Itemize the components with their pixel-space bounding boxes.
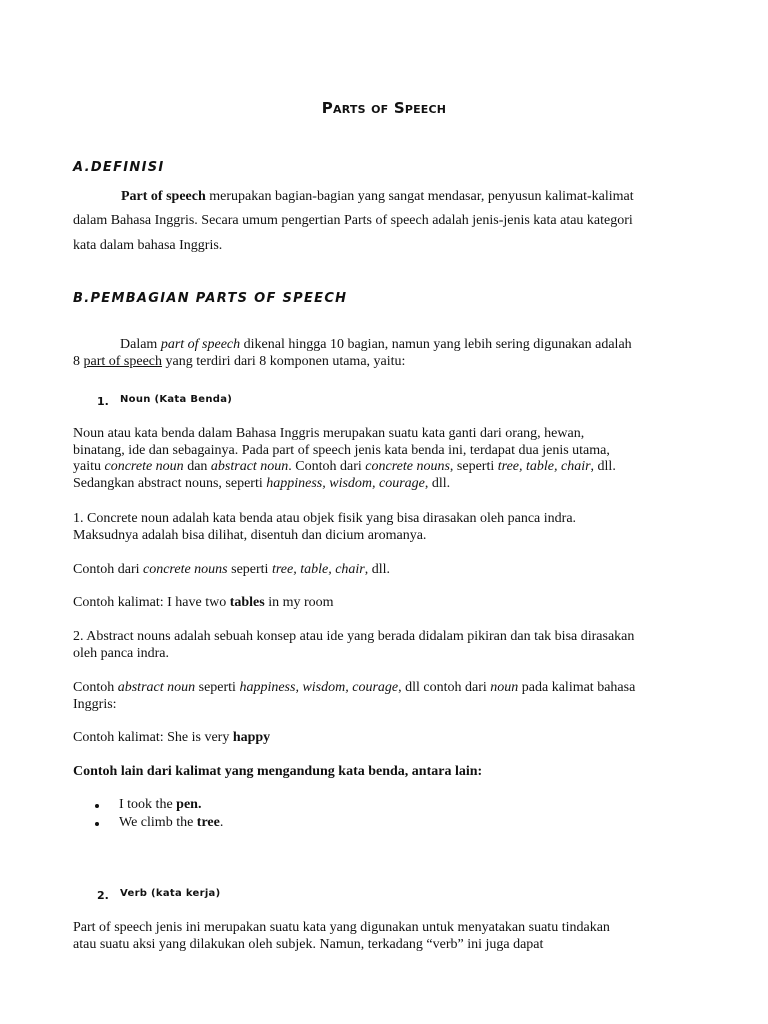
definition-term: Part of speech (121, 189, 206, 204)
abstract-example-line2: Inggris: (73, 697, 117, 712)
definition-line-2: dalam Bahasa Inggris. Secara umum pengertian Parts of speech adalah jenis-jenis kata atau kategori (73, 213, 633, 228)
verb-line2: atau suatu aksi yang dilakukan oleh subjek. Namun, terkadang “verb” ini juga dapat (73, 937, 544, 952)
noun-para1-line4: Sedangkan abstract nouns, seperti happiness, wisdom, courage, dll. (73, 476, 451, 491)
list-item: We climb the tree. (119, 815, 224, 830)
verb-line1: Part of speech jenis ini merupakan suatu kata yang digunakan untuk menyatakan suatu tindakan (73, 920, 610, 935)
bullet-icon (95, 804, 99, 808)
section-a-heading: A.DEFINISI (73, 160, 165, 175)
definition-line-3: kata dalam bahasa Inggris. (73, 238, 223, 253)
concrete-noun-line1: 1. Concrete noun adalah kata benda atau objek fisik yang bisa dirasakan oleh panca indra. (73, 511, 577, 526)
concrete-sentence: Contoh kalimat: I have two tables in my room (73, 595, 334, 610)
bullet-icon (95, 822, 99, 826)
abstract-noun-line2: oleh panca indra. (73, 646, 170, 661)
concrete-example: Contoh dari concrete nouns seperti tree, table, chair, dll. (73, 562, 391, 577)
concrete-noun-line2: Maksudnya adalah bisa dilihat, disentuh dan dicium aromanya. (73, 528, 427, 543)
noun-para1-line2: binatang, ide dan sebagainya. Pada part of speech jenis kata benda ini, terdapat dua jenis utama, (73, 443, 610, 458)
list-item: I took the pen. (119, 797, 202, 812)
noun-heading: Noun (Kata Benda) (120, 394, 233, 405)
section-b-heading: B.PEMBAGIAN PARTS OF SPEECH (73, 291, 348, 306)
noun-para1-line3: yaitu concrete noun dan abstract noun. Contoh dari concrete nouns, seperti tree, table, chair, dll. (73, 459, 616, 474)
part-of-speech-link-text: part of speech (83, 354, 163, 369)
noun-para1-line1: Noun atau kata benda dalam Bahasa Inggris merupakan suatu kata ganti dari orang, hewan, (73, 426, 585, 441)
abstract-noun-line1: 2. Abstract nouns adalah sebuah konsep atau ide yang berada didalam pikiran dan tak bisa dirasakan (73, 629, 635, 644)
intro-line-1: Dalam part of speech dikenal hingga 10 bagian, namun yang lebih sering digunakan adalah (120, 337, 632, 352)
abstract-example-line1: Contoh abstract noun seperti happiness, wisdom, courage, dll contoh dari noun pada kalimat bahasa (73, 680, 636, 695)
noun-number: 1. (97, 395, 109, 408)
abstract-sentence: Contoh kalimat: She is very happy (73, 730, 271, 745)
verb-heading: Verb (kata kerja) (120, 888, 221, 899)
intro-line-2: 8 part of speech yang terdiri dari 8 komponen utama, yaitu: (73, 354, 406, 369)
definition-line-1: Part of speech merupakan bagian-bagian yang sangat mendasar, penyusun kalimat-kalimat (121, 189, 634, 204)
examples-heading: Contoh lain dari kalimat yang mengandung kata benda, antara lain: (73, 764, 483, 779)
verb-number: 2. (97, 889, 109, 902)
page-title: Parts of Speech (321, 99, 447, 117)
